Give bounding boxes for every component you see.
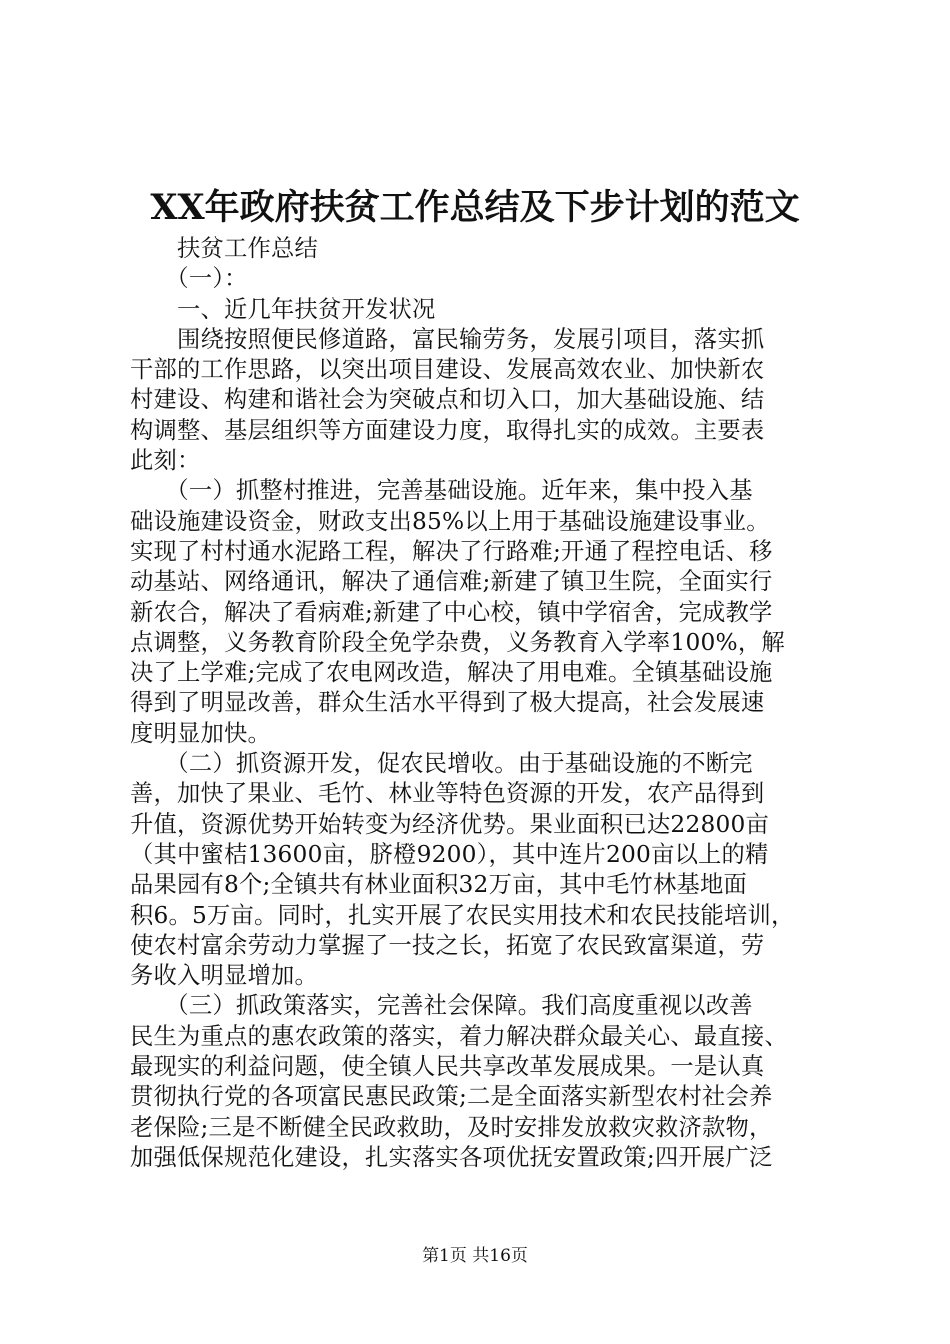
body-line: 最现实的利益问题，使全镇人民共享改革发展成果。一是认真 xyxy=(130,1053,765,1081)
body-line: 加强低保规范化建设，扎实落实各项优抚安置政策;四开展广泛 xyxy=(130,1143,773,1171)
body-line: 老保险;三是不断健全民政救助，及时安排发放救灾救济款物， xyxy=(130,1113,773,1141)
body-line: 此刻： xyxy=(130,447,201,475)
body-line: 民生为重点的惠农政策的落实，着力解决群众最关心、最直接、 xyxy=(130,1022,788,1050)
body-line: （其中蜜桔13600亩，脐橙9200），其中连片200亩以上的精 xyxy=(130,840,769,868)
body-line: 构调整、基层组织等方面建设力度，取得扎实的成效。主要表 xyxy=(130,416,765,444)
body-line: 扶贫工作总结 xyxy=(130,235,318,262)
document-title: XX年政府扶贫工作总结及下步计划的范文 xyxy=(150,187,800,228)
body-line: （一）抓整村推进，完善基础设施。近年来，集中投入基 xyxy=(130,477,753,505)
body-line: 动基站、网络通讯，解决了通信难;新建了镇卫生院，全面实行 xyxy=(130,568,773,596)
body-line: 升值，资源优势开始转变为经济优势。果业面积已达22800亩 xyxy=(130,810,770,838)
body-line: （三）抓政策落实，完善社会保障。我们高度重视以改善 xyxy=(130,992,753,1020)
body-line: 围绕按照便民修道路，富民输劳务，发展引项目，落实抓 xyxy=(130,325,765,353)
body-line: 贯彻执行党的各项富民惠民政策;二是全面落实新型农村社会养 xyxy=(130,1083,773,1111)
document-body xyxy=(130,234,830,1173)
body-line: （一）： xyxy=(130,265,248,293)
body-line: 使农村富余劳动力掌握了一技之长，拓宽了农民致富渠道，劳 xyxy=(130,931,765,959)
body-line: 点调整，义务教育阶段全免学杂费，义务教育入学率100%，解 xyxy=(130,628,785,656)
body-line: 实现了村村通水泥路工程，解决了行路难;开通了程控电话、移 xyxy=(130,537,773,565)
body-line: 度明显加快。 xyxy=(130,719,271,747)
body-line: 积6。5万亩。同时，扎实开展了农民实用技术和农民技能培训， xyxy=(130,901,795,929)
body-line: 务收入明显增加。 xyxy=(130,962,318,990)
body-line: 村建设、构建和谐社会为突破点和切入口，加大基础设施、结 xyxy=(130,386,765,414)
body-line: 干部的工作思路，以突出项目建设、发展高效农业、加快新农 xyxy=(130,356,765,384)
body-line: 决了上学难;完成了农电网改造，解决了用电难。全镇基础设施 xyxy=(130,659,773,687)
body-line: 得到了明显改善，群众生活水平得到了极大提高，社会发展速 xyxy=(130,689,765,717)
body-line: 新农合，解决了看病难;新建了中心校，镇中学宿舍，完成教学 xyxy=(130,598,773,626)
body-line: 品果园有8个;全镇共有林业面积32万亩，其中毛竹林基地面 xyxy=(130,871,748,899)
page-number-footer: 第1页 共16页 xyxy=(422,1246,528,1266)
body-line: 础设施建设资金，财政支出85%以上用于基础设施建设事业。 xyxy=(130,507,770,535)
body-line: （二）抓资源开发，促农民增收。由于基础设施的不断完 xyxy=(130,750,753,778)
body-line: 善，加快了果业、毛竹、林业等特色资源的开发，农产品得到 xyxy=(130,780,765,808)
body-line: 一、近几年扶贫开发状况 xyxy=(130,295,436,323)
